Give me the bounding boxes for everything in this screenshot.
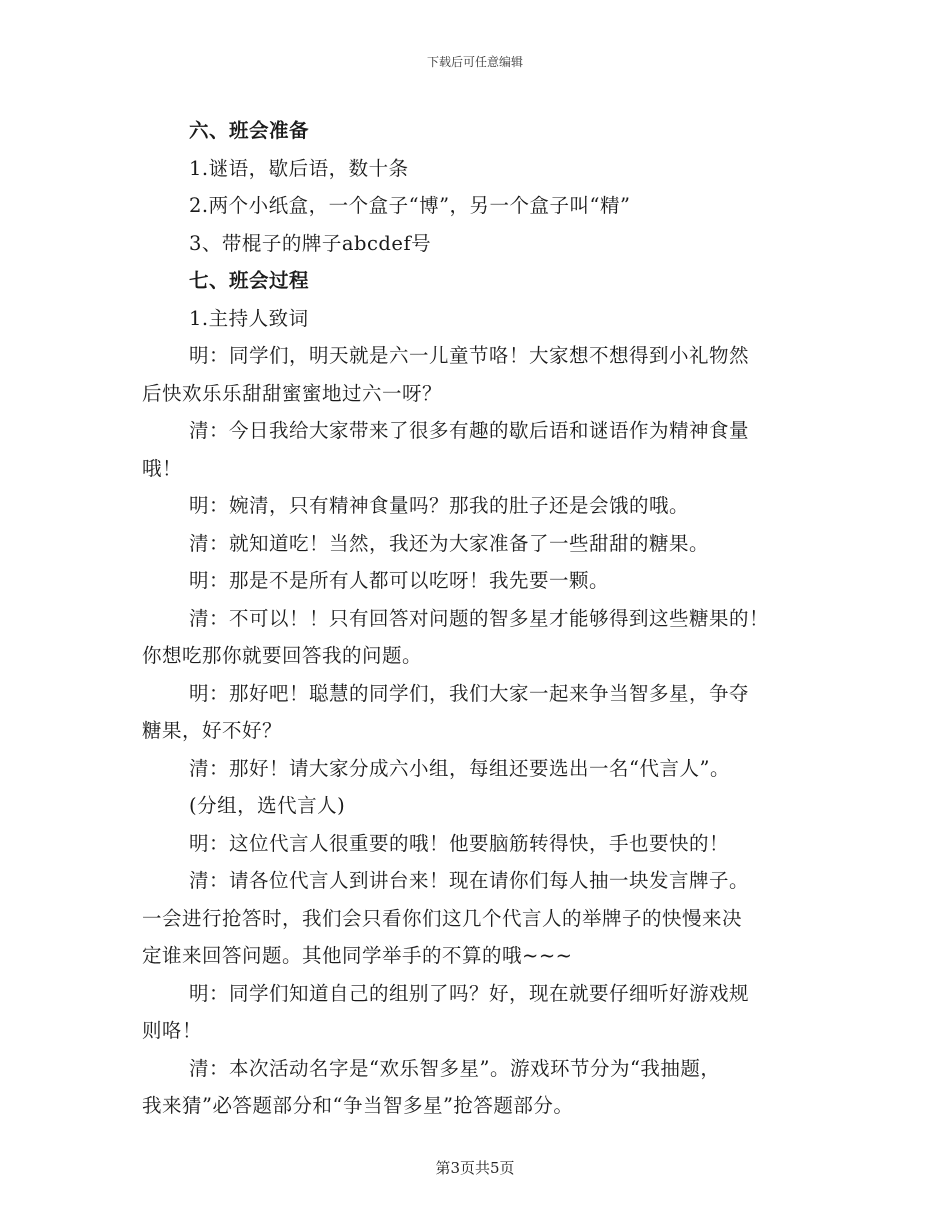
paragraph-line: 明：同学们，明天就是六一儿童节咯！大家想不想得到小礼物然 [189,344,750,367]
page-header: 下载后可任意编辑 [426,55,523,69]
paragraph-line: 清：那好！请大家分成六小组，每组还要选出一名“代言人”。 [189,756,730,780]
paragraph-line: 清：不可以！！只有回答对问题的智多星才能够得到这些糖果的！ [189,606,770,630]
paragraph-line: 定谁来回答问题。其他同学举手的不算的哦~~~ [142,944,573,967]
paragraph-line: 清：请各位代言人到讲台来！现在请你们每人抽一块发言牌子。 [189,869,750,892]
list-item: 1.谜语，歇后语，数十条 [189,156,409,180]
section-heading: 六、班会准备 [189,119,310,142]
paragraph-line: 一会进行抢答时，我们会只看你们这几个代言人的举牌子的快慢来决 [142,906,743,930]
paragraph-line: 后快欢乐乐甜甜蜜蜜地过六一呀？ [142,381,443,405]
page-number: 第3页共5页 [435,1159,515,1177]
paragraph-line: 清：今日我给大家带来了很多有趣的歇后语和谜语作为精神食量 [189,419,750,442]
paragraph-line: 明：那是不是所有人都可以吃呀！我先要一颗。 [189,569,610,592]
section-heading: 七、班会过程 [189,269,310,292]
paragraph-line: 哦！ [142,456,183,480]
stage-direction: (分组，选代言人) [189,794,346,817]
paragraph-line: 清：就知道吃！当然，我还为大家准备了一些甜甜的糖果。 [189,531,710,555]
paragraph-line: 你想吃那你就要回答我的问题。 [142,644,423,667]
paragraph-line: 清：本次活动名字是“欢乐智多星”。游戏环节分为“我抽题， [189,1056,721,1080]
paragraph-line: 明：这位代言人很重要的哦！他要脑筋转得快，手也要快的！ [189,831,730,855]
paragraph-line: 明：那好吧！聪慧的同学们，我们大家一起来争当智多星，争夺 [189,681,750,705]
paragraph-line: 我来猜”必答题部分和“争当智多星”抢答题部分。 [142,1094,574,1117]
paragraph-line: 糖果，好不好？ [142,719,283,742]
paragraph-line: 明：婉清，只有精神食量吗？那我的肚子还是会饿的哦。 [189,494,690,517]
paragraph-line: 明：同学们知道自己的组别了吗？好，现在就要仔细听好游戏规 [189,981,750,1005]
document-body [142,112,812,1125]
list-item: 2.两个小纸盒，一个盒子“博”，另一个盒子叫“精” [189,194,631,217]
list-item: 1.主持人致词 [189,306,309,330]
paragraph-line: 则咯！ [142,1019,203,1042]
list-item: 3、带棍子的牌子abcdef号 [189,231,432,255]
